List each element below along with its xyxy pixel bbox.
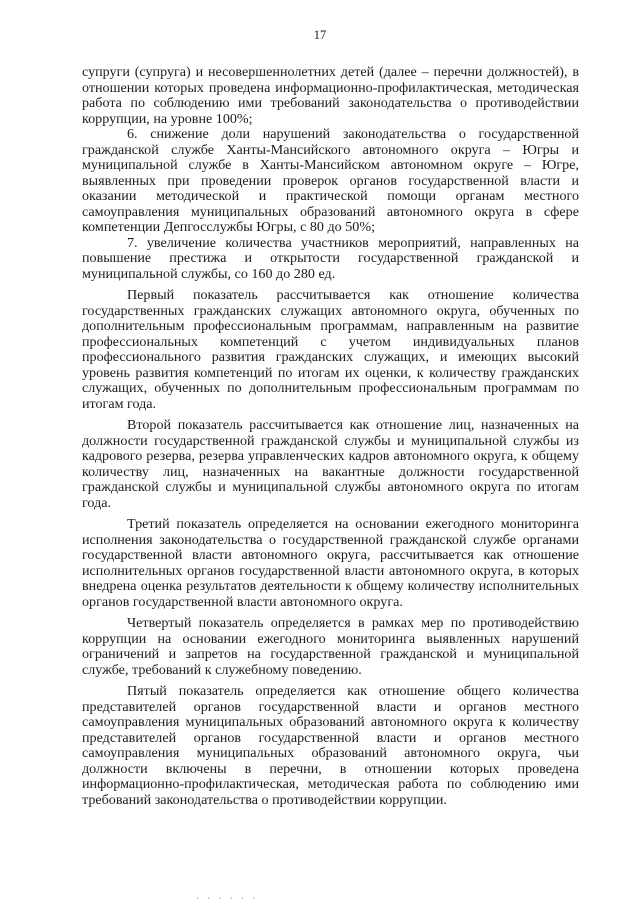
paragraph-first-indicator: Первый показатель рассчитывается как отношение количества государственных гражданских служащих автономного округа, обученных по дополнительным профессиональным программам, направленным на развитие профессиональных компетенций с учетом индивидуальных планов профессионального развития гражданских служащих, и имеющих высокий уровень развития компетенций по итогам их оценки, к количеству гражданских служащих, обученных по дополнительным профессиональным программам по итогам года. xyxy=(82,287,579,412)
document-body xyxy=(82,65,579,808)
paragraph-fourth-indicator: Четвертый показатель определяется в рамках мер по противодействию коррупции на основании ежегодного мониторинга выявленных нарушений ограничений и запретов на государственной гражданской и муниципальной службе, требований к служебному поведению. xyxy=(82,615,579,678)
paragraph-fifth-indicator: Пятый показатель определяется как отношение общего количества представителей органов государственной власти и органов местного самоуправления муниципальных образований автономного округа к количеству представителей органов государственной власти и органов местного самоуправления муниципальных образований автономного округа, чьи должности включены в перечни, в отношении которых проведена информационно-профилактическая, методическая работа по соблюдению ими требований законодательства о противодействии коррупции. xyxy=(82,683,579,808)
scan-artifact-marks: · · · · · · xyxy=(196,893,259,903)
paragraph-item-6: 6. снижение доли нарушений законодательства о государственной гражданской службе Ханты-Мансийского автономного округа – Югры и муниципальной службе в Ханты-Мансийском автономном округе – Югре, выявленных при проведении проверок органов государственной власти и оказании методической и практической помощи органам местного самоуправления муниципальных образований автономного округа в сфере компетенции Депгосслужбы Югры, с 80 до 50%; xyxy=(82,126,579,235)
paragraph-continuation: супруги (супруга) и несовершеннолетних детей (далее – перечни должностей), в отношении которых проведена информационно-профилактическая, методическая работа по соблюдению ими требований законодательства о противодействии коррупции, на уровне 100%; xyxy=(82,64,579,127)
paragraph-third-indicator: Третий показатель определяется на основании ежегодного мониторинга исполнения законодательства о государственной гражданской службе органами государственной власти автономного округа, рассчитывается как отношение исполнительных органов государственной власти автономного округа, в которых внедрена оценка результатов деятельности к общему количеству исполнительных органов государственной власти автономного округа. xyxy=(82,516,579,610)
paragraph-second-indicator: Второй показатель рассчитывается как отношение лиц, назначенных на должности государственной гражданской службы и муниципальной службы из кадрового резерва, резерва управленческих кадров автономного округа, к общему количеству лиц, назначенных на вакантные должности государственной гражданской службы и муниципальной службы автономного округа по итогам года. xyxy=(82,417,579,511)
paragraph-item-7: 7. увеличение количества участников мероприятий, направленных на повышение престижа и открытости государственной гражданской и муниципальной службы, со 160 до 280 ед. xyxy=(82,234,579,282)
page-number: 17 xyxy=(313,28,327,42)
